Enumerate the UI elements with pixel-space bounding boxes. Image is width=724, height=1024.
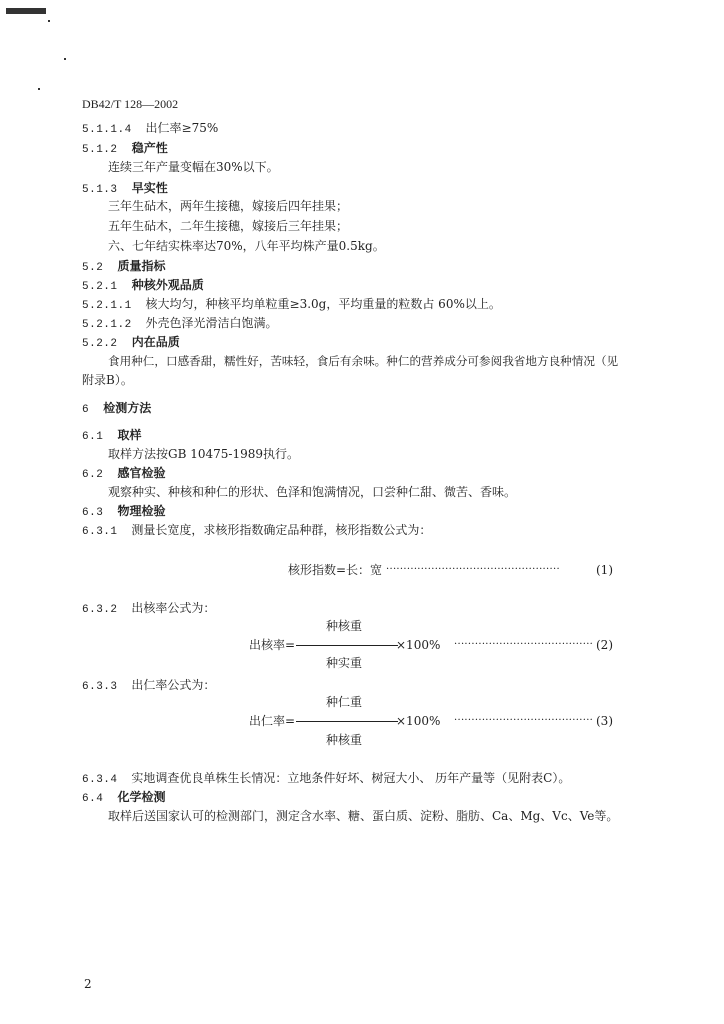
formula-2-fraction-bar	[296, 645, 398, 646]
heading-5-1-3	[82, 180, 168, 198]
formula-3-fraction-bar	[296, 721, 398, 722]
formula-3-denominator: 种核重	[326, 733, 363, 747]
paragraph-line: 六、七年结实株率达70%，八年平均株产量0.5kg。	[108, 239, 385, 253]
clause-5-1-1-4	[82, 120, 218, 138]
clause-number: 5.2.2	[82, 338, 118, 350]
clause-title: 内在品质	[131, 335, 180, 349]
clause-number: 5.2.1	[82, 281, 118, 293]
clause-title: 取样	[117, 428, 142, 442]
clause-title: 稳产性	[131, 141, 168, 155]
clause-number: 5.1.3	[82, 184, 118, 196]
scan-mark-dot	[38, 88, 40, 90]
clause-text: 外壳色泽光滑洁白饱满。	[145, 316, 278, 330]
clause-title: 感官检验	[117, 466, 166, 480]
clause-6-3-4	[82, 770, 570, 788]
clause-number: 6.2	[82, 469, 104, 481]
heading-5-1-2	[82, 140, 168, 158]
heading-5-2-1	[82, 277, 204, 295]
paragraph-6-1: 取样方法按GB 10475-1989执行。	[108, 447, 299, 461]
clause-text: 核大均匀，种核平均单粒重≥3.0g，平均重量的粒数占 60%以上。	[145, 297, 501, 311]
clause-number: 6.3.4	[82, 774, 118, 786]
formula-1-expression: 核形指数=长：宽	[288, 563, 383, 577]
formula-1-number: (1)	[596, 563, 613, 577]
paragraph-line: 三年生砧木，两年生接穗，嫁接后四年挂果；	[108, 199, 349, 213]
clause-text: 出仁率≥75%	[145, 121, 219, 135]
clause-number: 6.3.3	[82, 681, 118, 693]
heading-6-1	[82, 427, 142, 445]
clause-title: 化学检测	[117, 790, 166, 804]
formula-2-lhs: 出核率=	[249, 638, 296, 652]
clause-number: 5.2	[82, 262, 104, 274]
clause-6-3-3	[82, 677, 215, 695]
scan-mark-bar	[6, 8, 46, 14]
formula-3-numerator: 种仁重	[326, 695, 363, 709]
clause-title: 质量指标	[117, 259, 166, 273]
heading-6-4	[82, 789, 166, 807]
scan-mark-dot	[64, 58, 66, 60]
clause-text: 测量长宽度，求核形指数确定品种群，核形指数公式为：	[131, 523, 432, 537]
clause-number: 5.1.2	[82, 144, 118, 156]
formula-2-multiplier: ×100%	[396, 638, 441, 652]
clause-text: 实地调查优良单株生长情况：立地条件好坏、树冠大小、 历年产量等（见附表C）。	[131, 771, 571, 785]
clause-number: 5.1.1.4	[82, 124, 132, 136]
paragraph-5-1-2: 连续三年产量变幅在30%以下。	[108, 160, 279, 174]
clause-text: 出仁率公式为：	[131, 678, 216, 692]
clause-6-3-1	[82, 522, 431, 540]
paragraph-line: 五年生砧木，二年生接穗，嫁接后三年挂果；	[108, 219, 349, 233]
formula-2-leader: ········································	[454, 639, 594, 650]
clause-number: 6.4	[82, 793, 104, 805]
clause-number: 6.3.1	[82, 526, 118, 538]
clause-number: 5.2.1.1	[82, 300, 132, 312]
formula-3-leader: ········································	[454, 715, 594, 726]
clause-number: 5.2.1.2	[82, 319, 132, 331]
page-number: 2	[84, 977, 92, 991]
clause-number: 6.1	[82, 431, 104, 443]
clause-title: 种核外观品质	[131, 278, 204, 292]
clause-title: 早实性	[131, 181, 168, 195]
clause-number: 6	[82, 404, 90, 416]
paragraph-6-2: 观察种实、种核和种仁的形状、色泽和饱满情况，口尝种仁甜、微苦、香味。	[108, 485, 517, 499]
clause-number: 6.3	[82, 507, 104, 519]
heading-6-2	[82, 465, 166, 483]
formula-2-denominator: 种实重	[326, 656, 363, 670]
heading-6-3	[82, 503, 166, 521]
clause-title: 物理检验	[117, 504, 166, 518]
clause-text: 出核率公式为：	[131, 601, 216, 615]
clause-title: 检测方法	[103, 401, 152, 415]
paragraph-5-2-2: 食用种仁，口感香甜，糯性好，苦味轻，食后有余味。种仁的营养成分可参阅我省地方良种情况（见	[108, 354, 619, 368]
clause-number: 6.3.2	[82, 604, 118, 616]
paragraph-5-2-2-cont: 附录B）。	[82, 373, 133, 387]
paragraph-6-4: 取样后送国家认可的检测部门，测定含水率、糖、蛋白质、淀粉、脂肪、Ca、Mg、Vc、Ve等。	[108, 809, 619, 823]
formula-2-numerator: 种核重	[326, 619, 363, 633]
clause-5-2-1-2	[82, 315, 278, 333]
formula-2-number: (2)	[596, 638, 613, 652]
scan-mark-dot	[48, 20, 50, 22]
formula-3-lhs: 出仁率=	[249, 714, 296, 728]
formula-3-multiplier: ×100%	[396, 714, 441, 728]
formula-3-number: (3)	[596, 714, 613, 728]
formula-1-leader: ··················································	[386, 564, 560, 575]
clause-5-2-1-1	[82, 296, 501, 314]
clause-6-3-2	[82, 600, 215, 618]
heading-5-2-2	[82, 334, 180, 352]
document-code: DB42/T 128—2002	[82, 97, 179, 111]
heading-5-2	[82, 258, 166, 276]
heading-6	[82, 400, 151, 418]
